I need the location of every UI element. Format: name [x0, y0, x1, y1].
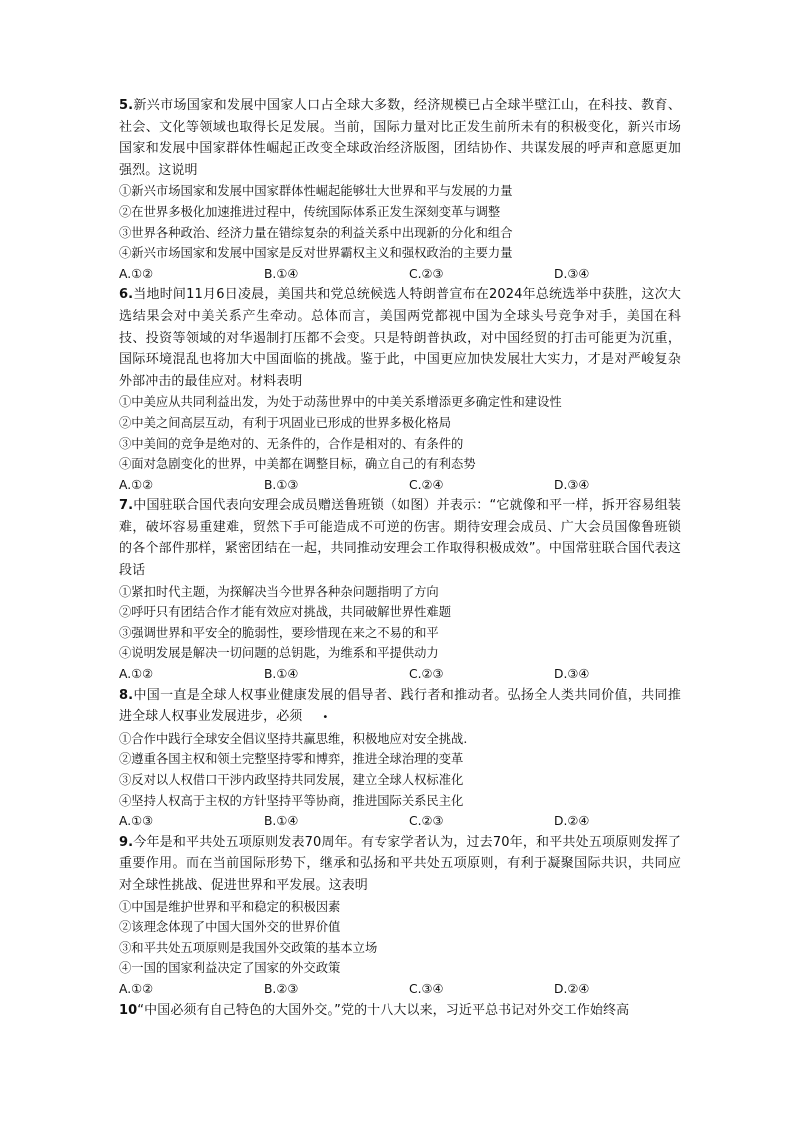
question-7 [119, 495, 681, 684]
choice-b: B.②③ [264, 981, 299, 996]
question-number: 7. [119, 498, 134, 514]
option-statement: ③强调世界和平安全的脆弱性，要珍惜现在来之不易的和平 [119, 625, 439, 640]
option-statement: ①中国是维护世界和平和稳定的积极因素 [119, 899, 341, 914]
option-statement: ②呼吁只有团结合作才能有效应对挑战，共同破解世界性难题 [119, 605, 452, 620]
option-statement: ①紧扣时代主题，为探解决当今世界各种杂问题指明了方向 [119, 584, 439, 599]
choice-d: D.②④ [554, 981, 590, 996]
option-statement: ②中美之间高层互动，有利于巩固业已形成的世界多极化格局 [119, 415, 452, 430]
option-statement: ②该理念体现了中国大国外交的世界价值 [119, 920, 341, 935]
question-number: 6. [119, 287, 134, 303]
question-stem: 8.中国一直是全球人权事业健康发展的倡导者、践行者和推动者。弘扬全人类共同价值，共同推进全球人权事业发展进步，必须 • [119, 687, 681, 725]
question-5 [119, 95, 681, 284]
question-6 [119, 284, 681, 495]
question-number: 9. [119, 834, 134, 850]
option-statement: ④说明发展是解决一切问题的总钥匙，为维系和平提供动力 [119, 646, 439, 661]
question-number: 5. [119, 98, 134, 113]
question-8 [119, 685, 681, 832]
option-statement: ①新兴市场国家和发展中国家群体性崛起能够壮大世界和平与发展的力量 [119, 184, 513, 199]
choice-b: B.①③ [264, 477, 299, 492]
option-statement: ②遵重各国主权和领土完整坚持零和博弈，推进全球治理的变革 [119, 752, 464, 767]
choice-d: D.②④ [554, 814, 590, 829]
question-number: 10 [119, 1002, 138, 1018]
answer-choices [119, 475, 681, 496]
choice-d: D.③④ [554, 477, 590, 492]
option-statement: ③世界各种政治、经济力量在错综复杂的利益关系中出现新的分化和组合 [119, 225, 513, 240]
choice-c: C.②③ [409, 266, 444, 281]
option-statement: ④一国的国家利益决定了国家的外交政策 [119, 961, 341, 976]
choice-d: D.③④ [554, 266, 590, 281]
question-stem: 5.新兴市场国家和发展中国家人口占全球大多数，经济规模已占全球半壁江山，在科技、教育、社会、文化等领域也取得长足发展。当前，国际力量对比正发生前所未有的积极变化，新兴市场国家和发展中国家群体性崛起正改变全球政治经济版图，团结协作、共谋发展的呼声和意愿更加强烈。这说明 [119, 98, 681, 178]
blank-dot: • [322, 712, 329, 724]
question-stem: 6.当地时间11月6日凌晨，美国共和党总统候选人特朗普宣布在2024年总统选举中获胜，这次大选结果会对中美关系产生牵动。总体而言，美国两党都视中国为全球头号竞争对手，美国在科技、投资等领域的对华遏制打压都不会变。只是特朗普执政，对中国经贸的打击可能更为沉重，国际环境混乱也将加大中国面临的挑战。鉴于此，中国更应加快发展壮大实力，才是对严峻复杂外部冲击的最佳应对。材料表明 [119, 287, 681, 389]
option-statement: ④坚持人权高于主权的方针坚持平等协商，推进国际关系民主化 [119, 793, 464, 808]
question-stem: 9.今年是和平共处五项原则发表70周年。有专家学者认为，过去70年，和平共处五项原则发挥了重要作用。而在当前国际形势下，继承和弘扬和平共处五项原则，有利于凝聚国际共识，共同应对全球性挑战、促进世界和平发展。这表明 [119, 834, 681, 893]
question-stem: 10“中国必须有自己特色的大国外交。”党的十八大以来，习近平总书记对外交工作始终高 [119, 1002, 630, 1018]
option-statement: ②在世界多极化加速推进过程中，传统国际体系正发生深刻变革与调整 [119, 204, 501, 219]
choice-b: B.①④ [264, 667, 299, 682]
choice-a: A.①② [119, 667, 154, 682]
answer-choices [119, 979, 681, 1000]
choice-a: A.①② [119, 266, 154, 281]
option-statement: ④新兴市场国家和发展中国家是反对世界霸权主义和强权政治的主要力量 [119, 246, 513, 261]
choice-a: A.①③ [119, 814, 154, 829]
option-statement: ④面对急剧变化的世界，中美都在调整目标，确立自己的有利态势 [119, 457, 476, 472]
option-statement: ③反对以人权借口干涉内政坚持共同发展，建立全球人权标准化 [119, 773, 464, 787]
option-statement: ①合作中践行全球安全倡议坚持共赢思维，积极地应对安全挑战. [119, 731, 468, 746]
answer-choices [119, 664, 681, 685]
choice-c: C.②③ [409, 814, 444, 829]
choice-d: D.③④ [554, 667, 590, 682]
option-statement: ③中美间的竞争是绝对的、无条件的，合作是相对的、有条件的 [119, 436, 464, 451]
choice-a: A.①② [119, 477, 154, 492]
answer-choices [119, 811, 681, 832]
choice-c: C.②④ [409, 477, 444, 492]
question-stem: 7.中国驻联合国代表向安理会成员赠送鲁班锁（如图）并表示：“它就像和平一样，拆开容易组装难，破坏容易重建难，贸然下手可能造成不可逆的伤害。期待安理会成员、广大会员国像鲁班锁的各个部件那样，紧密团结在一起，共同推动安理会工作取得积极成效”。中国常驻联合国代表这段话 [119, 498, 681, 579]
question-number: 8. [119, 687, 134, 703]
question-10 [119, 1000, 681, 1022]
choice-b: B.①④ [264, 814, 299, 829]
choice-c: C.②③ [409, 667, 444, 682]
option-statement: ③和平共处五项原则是我国外交政策的基本立场 [119, 940, 378, 955]
answer-choices [119, 264, 681, 285]
choice-c: C.③④ [409, 981, 444, 996]
choice-b: B.①④ [264, 266, 299, 281]
question-9 [119, 832, 681, 1000]
option-statement: ①中美应从共同利益出发，为处于动荡世界中的中美关系增添更多确定性和建设性 [119, 395, 562, 410]
question-list [119, 95, 681, 1021]
choice-a: A.①② [119, 981, 154, 996]
